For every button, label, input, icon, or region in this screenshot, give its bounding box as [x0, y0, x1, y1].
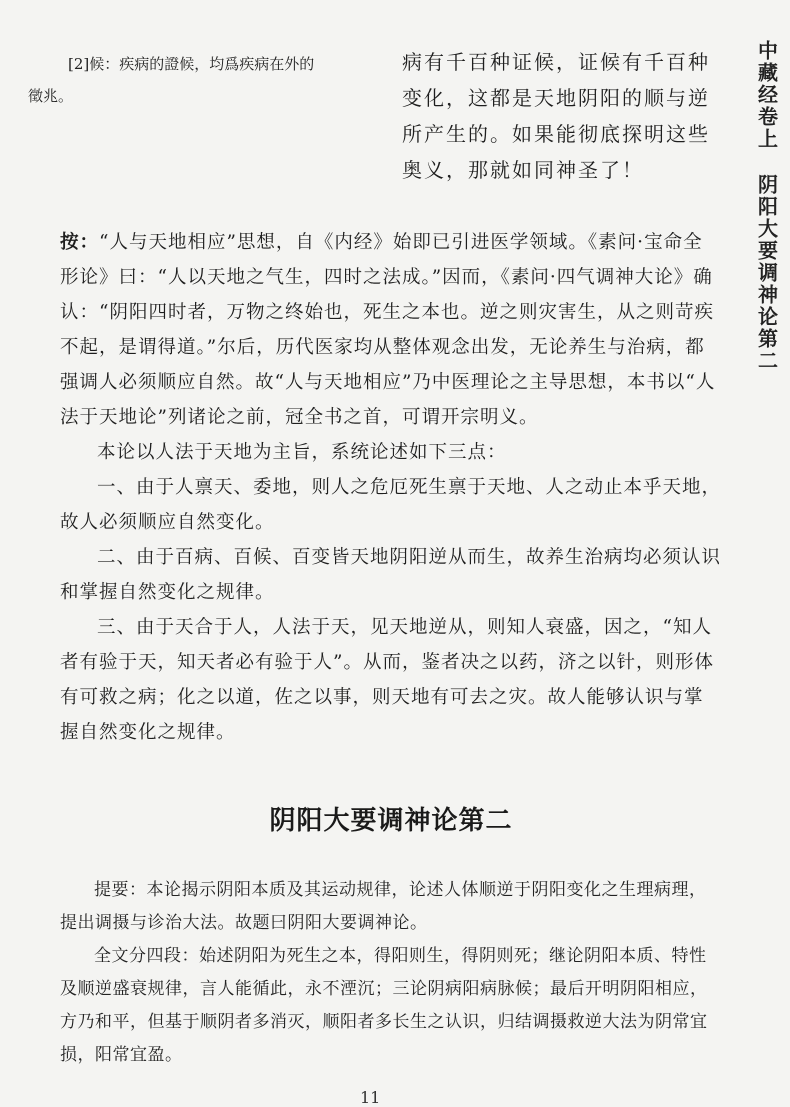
commentary-paragraph: 本论以人法于天地为主旨，系统论述如下三点：: [97, 442, 507, 463]
commentary: [60, 225, 722, 750]
footnote: [28, 48, 358, 112]
abstract-paragraph: 全文分四段：始述阴阳为死生之本，得阳则生，得阴则死；继论阴阳本质、特性及顺逆盛衰规律，言人能循此，永不湮沉；三论阴病阳病脉候；最后开明阴阳相应，方乃和平，但基于顺阴者多消灭，顺阳者多长生之认识，归结调摄救逆大法为阴常宜损，阳常宜盈。: [60, 946, 708, 1065]
commentary-first-text: “人与天地相应”思想，自《内经》始即已引进医学领域。《素问·宝命全形论》曰：“人以天地之气生，四时之法成。”因而，《素问·四气调神大论》确认：“阴阳四时者，万物之终始也，死生之本也。逆之则灾害生，从之则苛疾不起，是谓得道。”尔后，历代医家均从整体观念出发，无论养生与治病，都强调人必须顺应自然。故“人与天地相应”乃中医理论之主导思想，本书以“人法于天地论”列诸论之前，冠全书之首，可谓开宗明义。: [60, 232, 716, 428]
translation-line: 所产生的。如果能彻底探明这些: [402, 122, 710, 146]
page-number: 11: [360, 1088, 381, 1107]
footnote-line-1: [2]候：疾病的證候，均爲疾病在外的: [68, 55, 315, 73]
commentary-paragraph: [60, 225, 722, 435]
footnote-line-2: 徵兆。: [28, 87, 74, 105]
commentary-paragraph: 三、由于天合于人，人法于天，见天地逆从，则知人衰盛，因之，“知人者有验于天，知天者必有验于人”。从而，鉴者决之以药，济之以针，则形体有可救之病；化之以道，佐之以事，则天地有可去之灾。故人能够认识与掌握自然变化之规律。: [60, 617, 714, 743]
commentary-paragraph: 二、由于百病、百候、百变皆天地阴阳逆从而生，故养生治病均必须认识和掌握自然变化之规律。: [60, 547, 722, 603]
chapter-abstract: [60, 874, 722, 1072]
commentary-label: 按：: [60, 232, 100, 253]
abstract-paragraph: 提要：本论揭示阴阳本质及其运动规律，论述人体顺逆于阴阳变化之生理病理，提出调摄与诊治大法。故题曰阴阳大要调神论。: [60, 880, 707, 933]
running-header: [750, 40, 784, 372]
running-header-book: 中藏经卷上: [754, 40, 779, 150]
running-header-chapter: 阴阳大要调神论第二: [754, 174, 779, 372]
translation-line: 病有千百种证候，证候有千百种: [402, 50, 710, 74]
translation-block: [402, 44, 722, 188]
chapter-title: 阴阳大要调神论第二: [269, 806, 513, 836]
commentary-paragraph: 一、由于人禀天、委地，则人之危厄死生禀于天地、人之动止本乎天地，故人必须顺应自然变化。: [60, 477, 722, 533]
translation-line: 奥义，那就如同神圣了！: [402, 158, 644, 182]
translation-line: 变化，这都是天地阴阳的顺与逆: [402, 86, 710, 110]
